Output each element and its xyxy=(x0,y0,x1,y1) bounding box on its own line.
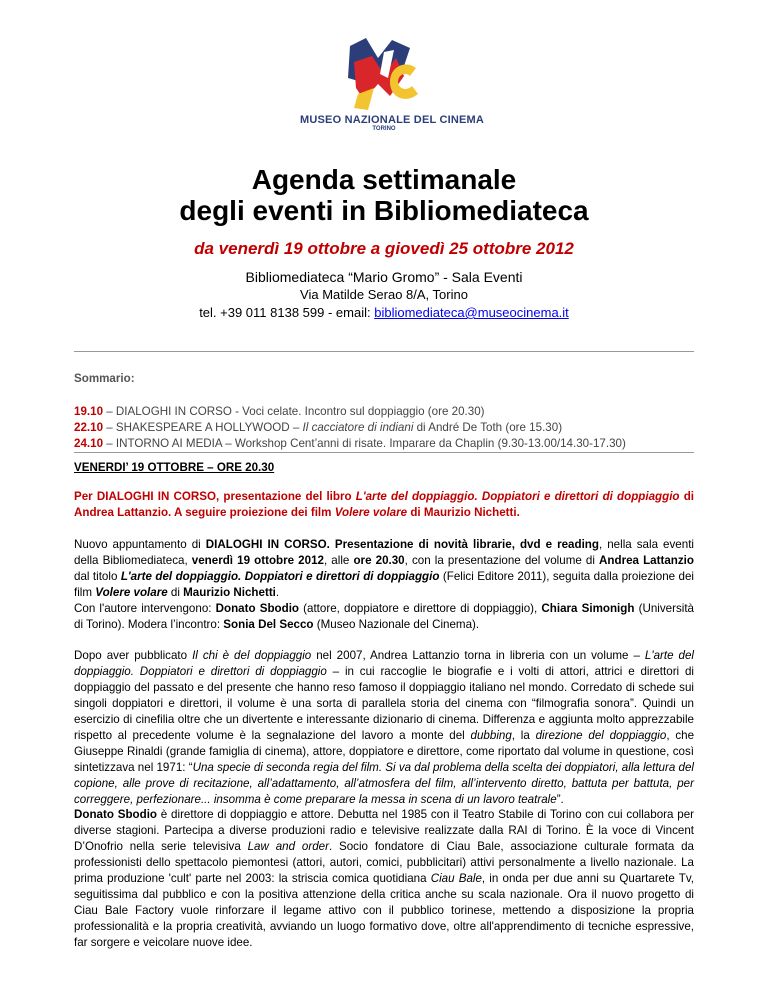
divider-top xyxy=(74,351,694,352)
sommario-item: 22.10 – SHAKESPEARE A HOLLYWOOD – Il cacciatore di indiani di André De Toth (ore 15.30) xyxy=(74,421,563,434)
email-link[interactable]: bibliomediateca@museocinema.it xyxy=(374,305,569,320)
sommario-date: 19.10 xyxy=(74,405,104,418)
sommario-heading: Sommario: xyxy=(74,372,135,385)
paragraph-book: Dopo aver pubblicato Il chi è del doppiaggio nel 2007, Andrea Lattanzio torna in libreria con un volume – L'arte del doppiaggio. Doppiatori e direttori di doppiaggio – in cui raccoglie le biografie e i volti di attori, attrici e direttori di doppiaggio del passato e del presente che hanno reso famoso il doppiaggio italiano nel mondo. Corredato di schede sui singoli doppiatori e direttori, il volume è una sorta di parallela storia del cinema con “filmografia sonora”. Quindi un esercizio di cinefilia oltre che un divertente e interessante dizionario di cinema. Differenza e aggiunta molto apprezzabile rispetto al precedente volume è la segnalazione del lavoro a monte del dubbing, la direzione del doppiaggio, che Giuseppe Rinaldi (grande famiglia di cinema), attore, doppiatore e direttore, come riportato dal volume in questione, così sintetizzava nel 1971: “Una specie di seconda regia del film. Si va dal problema della scelta dei doppiatori, alla lettura del copione, alle prove di recitazione, all’adattamento, all’atmosfera del film, all’intervento diretto, battuta per battuta, per correggere, perfezionare... insomma è come preparare la messa in scena di un lavoro teatrale”. xyxy=(74,649,695,806)
sommario-list xyxy=(74,404,694,452)
museum-logo xyxy=(300,38,485,138)
title-line-2: degli eventi in Bibliomediateca xyxy=(179,195,589,226)
divider-bottom xyxy=(74,452,694,453)
museum-city: TORINO xyxy=(372,126,396,132)
page-title xyxy=(0,164,768,226)
museum-name: MUSEO NAZIONALE DEL CINEMA xyxy=(300,114,485,126)
paragraph-sbodio: Donato Sbodio è direttore di doppiaggio e attore. Debutta nel 1985 con il Teatro Stabile di Torino con cui collabora per diverse stagioni. Partecipa a diverse produzioni radio e televisive realizzate dalla RAI di Torino. È la voce di Vincent D’Onofrio nella serie televisiva Law and order. Socio fondatore di Ciau Bale, associazione culturale formata da professionisti dello spettacolo piemontesi (attori, autori, comici, pubblicitari) attivi personalmente a livello nazionale. La prima produzione 'cult' parte nel 2003: la striscia comica quotidiana Ciau Bale, in onda per due anni su Quartarete Tv, seguitissima dal pubblico e con la positiva attenzione della critica anche su scala nazionale. Ora il nuovo progetto di Ciau Bale Factory vuole rinforzare il legame attivo con il pubblico torinese, mettendo a disposizione la propria professionalità e la propria creatività, avviando un luogo formativo dove, oltre all'apprendimento di tecniche espressive, far sorgere e veicolare nuove idee. xyxy=(74,808,695,949)
venue-address: Via Matilde Serao 8/A, Torino xyxy=(300,287,468,302)
title-line-1: Agenda settimanale xyxy=(251,164,517,195)
venue-info xyxy=(0,268,768,322)
mnc-logo-icon xyxy=(344,38,424,112)
sommario-date: 24.10 xyxy=(74,437,104,450)
venue-phone: tel. +39 011 8138 599 - email: xyxy=(199,305,375,320)
date-range-subtitle: da venerdì 19 ottobre a giovedì 25 ottobre 2012 xyxy=(194,239,574,258)
paragraph-intro: Nuovo appuntamento di DIALOGHI IN CORSO. Presentazione di novità librarie, dvd e reading, nella sala eventi della Bibliomediateca, venerdì 19 ottobre 2012, alle ore 20.30, con la presentazione del volume di Andrea Lattanzio dal titolo L'arte del doppiaggio. Doppiatori e direttori di doppiaggio (Felici Editore 2011), seguita dalla proiezione dei film Volere volare di Maurizio Nichetti. xyxy=(74,538,695,599)
venue-contact xyxy=(0,304,768,322)
sommario-item: 19.10 – DIALOGHI IN CORSO - Voci celate. Incontro sul doppiaggio (ore 20.30) xyxy=(74,405,485,418)
venue-name: Bibliomediateca “Mario Gromo” - Sala Eventi xyxy=(245,269,523,285)
event-lead: Per DIALOGHI IN CORSO, presentazione del libro L'arte del doppiaggio. Doppiatori e direttori di doppiaggio di Andrea Lattanzio. A seguire proiezione dei film Volere volare di Maurizio Nichetti. xyxy=(74,490,694,519)
event-heading: VENERDI’ 19 OTTOBRE – ORE 20.30 xyxy=(74,461,275,474)
sommario-date: 22.10 xyxy=(74,421,104,434)
paragraph-speakers: Con l'autore intervengono: Donato Sbodio (attore, doppiatore e direttore di doppiaggio), Chiara Simonigh (Università di Torino). Modera l’incontro: Sonia Del Secco (Museo Nazionale del Cinema). xyxy=(74,602,694,631)
sommario-item: 24.10 – INTORNO AI MEDIA – Workshop Cent’anni di risate. Imparare da Chaplin (9.30-13.00/14.30-17.30) xyxy=(74,437,626,450)
